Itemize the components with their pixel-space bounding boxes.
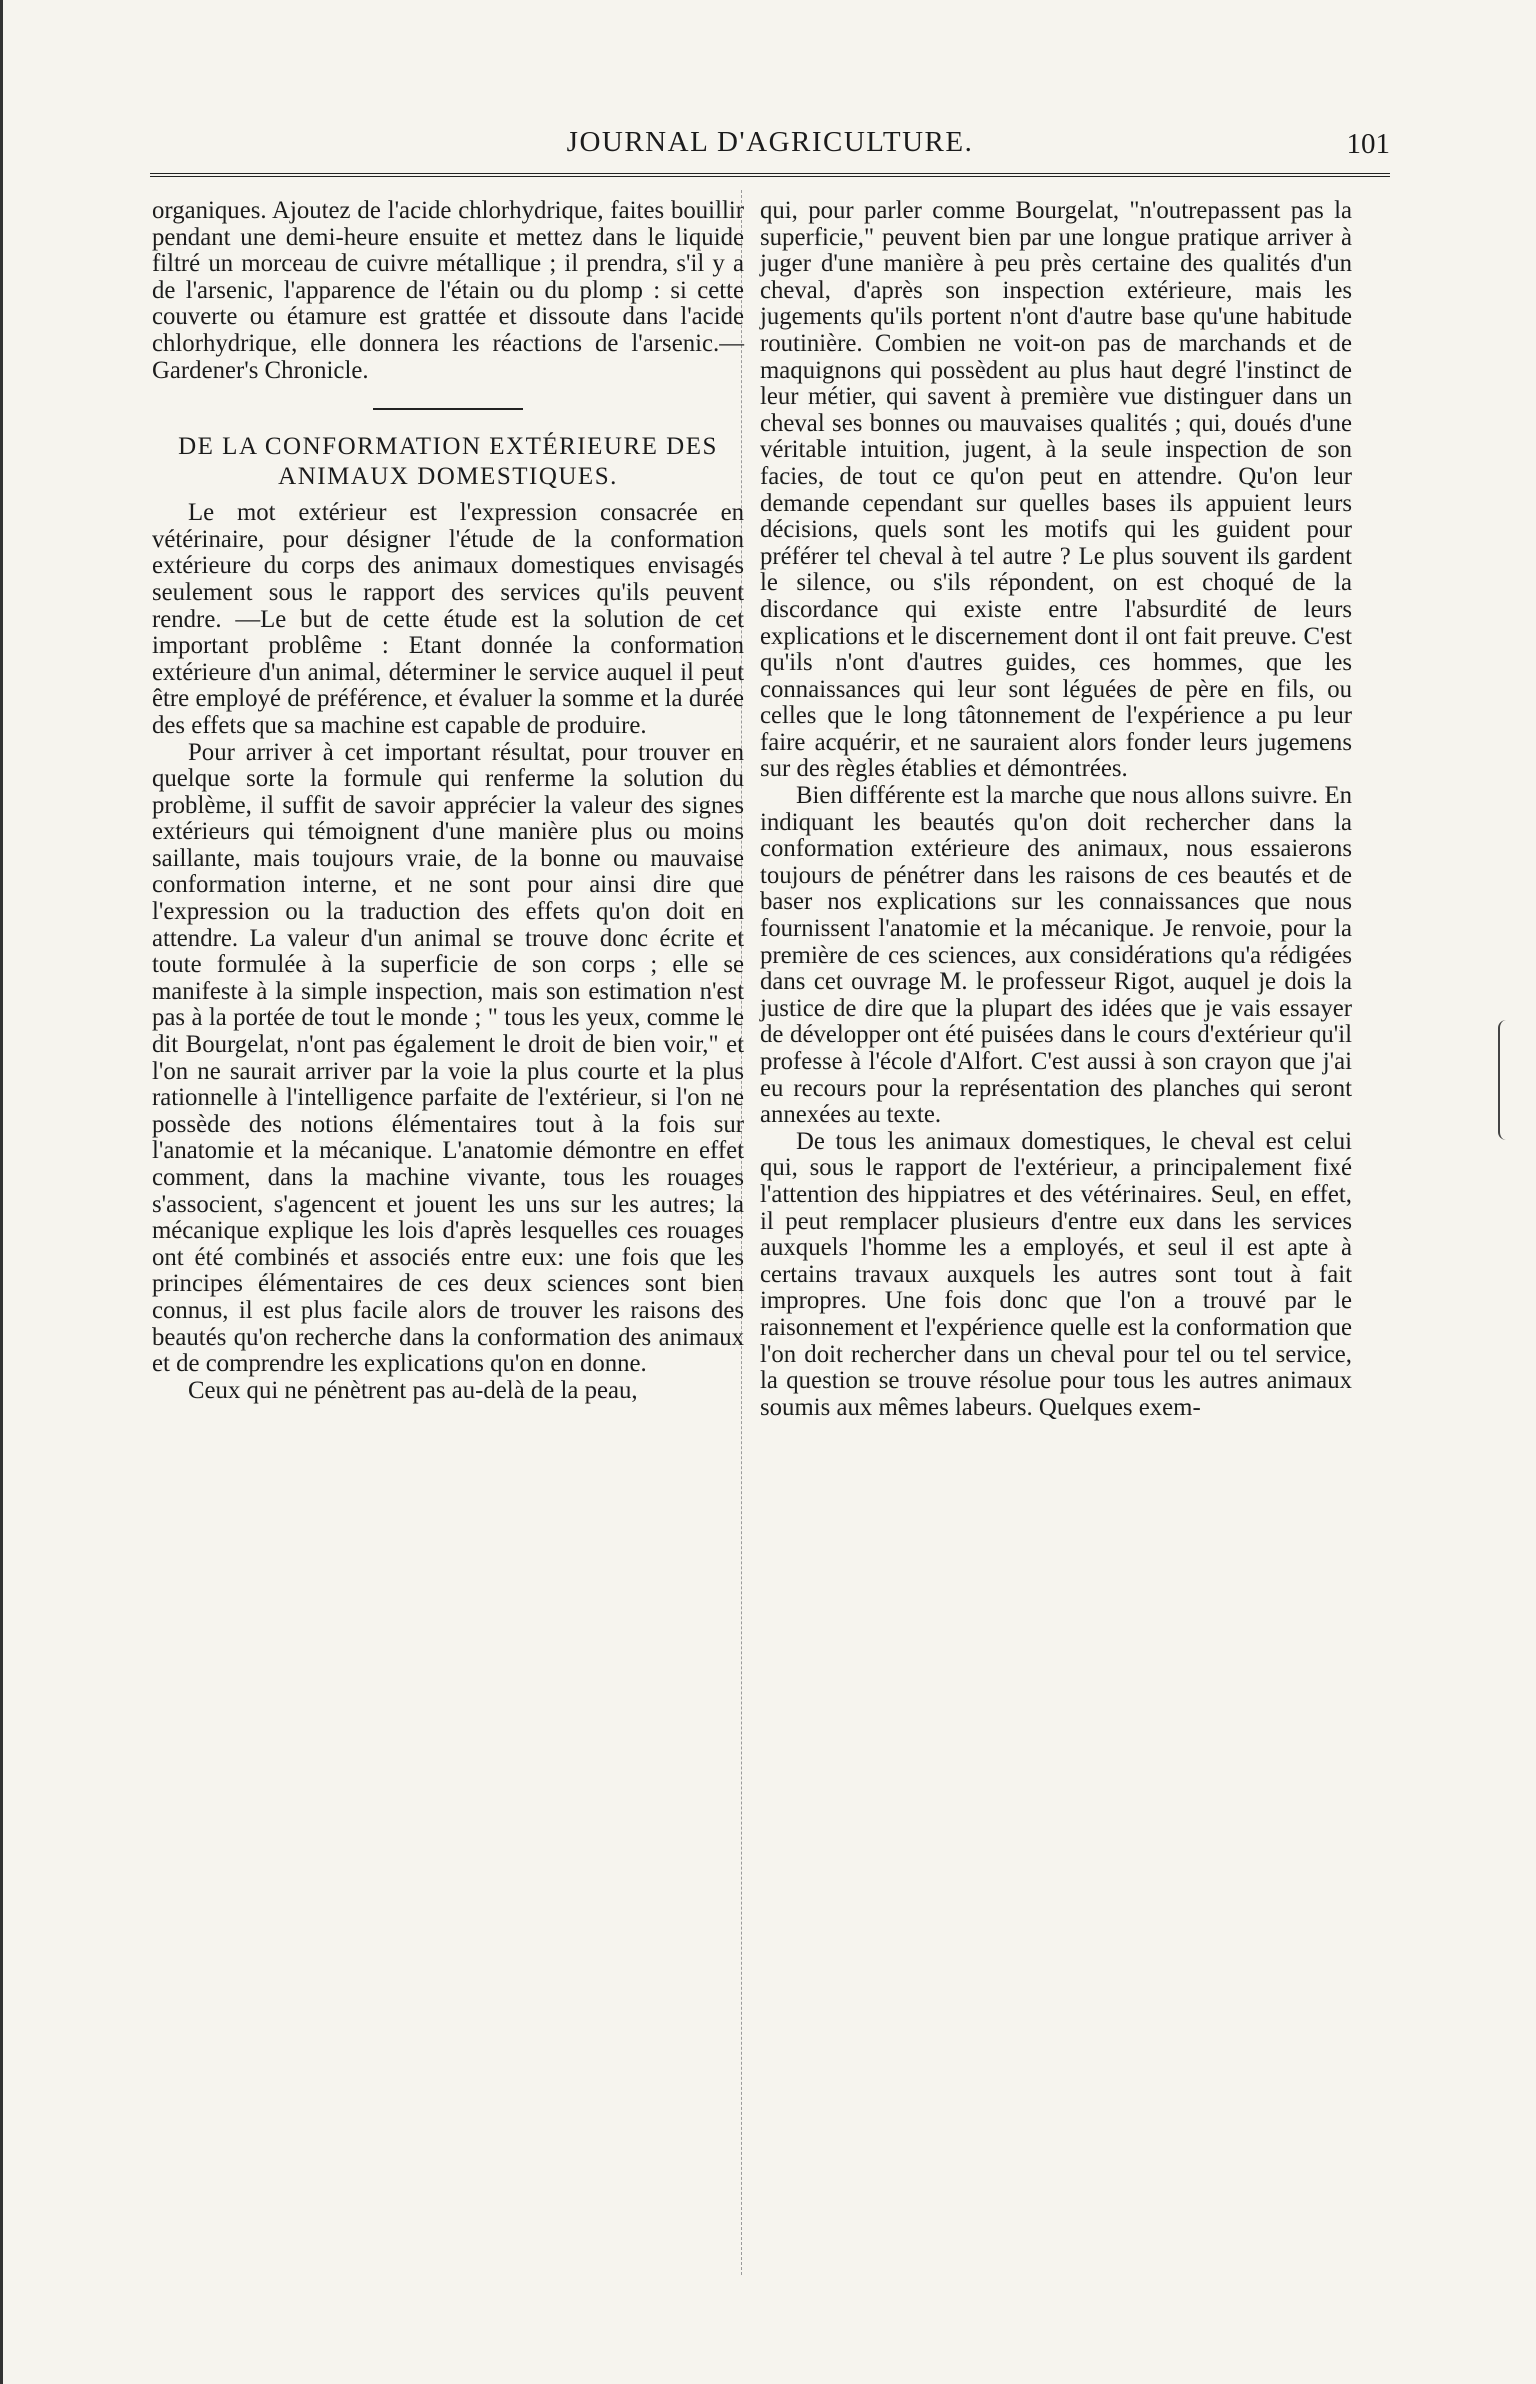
paragraph: Ceux qui ne pénètrent pas au-delà de la peau, — [188, 1376, 638, 1404]
page-header — [150, 118, 1390, 168]
right-column — [760, 198, 1352, 1421]
page-number: 101 — [1346, 128, 1390, 160]
header-rule — [150, 173, 1390, 180]
margin-bracket-mark — [1498, 1020, 1516, 1140]
paragraph: Bien différente est la marche que nous allons suivre. En indiquant les beautés qu'on doit rechercher dans la conformation extérieure des animaux, nous essaierons toujours de pénétrer dans les raisons de ces beautés et de baser nos explications sur les connaissances que nous fournissent l'anatomie et la mécanique. Je renvoie, pour la première de ces sciences, aux considérations qu'a rédigées dans cet ouvrage M. le professeur Rigot, auquel je dois la justice de dire que la plupart des idées que je vais essayer de développer ont été puisées dans le cours d'extérieur qu'il professe à l'école d'Alfort. C'est aussi à son crayon que j'ai eu recours pour la représentation des planches qui seront annexées au texte. — [760, 782, 1352, 1129]
left-column — [152, 198, 744, 1404]
section-separator — [373, 408, 523, 410]
paragraph-continuation: organiques. Ajoutez de l'acide chlorhydrique, faites bouillir pendant une demi-heure ensuite et mettez dans le liquide filtré un morceau de cuivre métallique ; il prendra, s'il y a de l'arsenic, l'apparence de l'étain ou du plomp : si cette couverte ou étamure est grattée et dissoute dans l'acide chlorhydrique, elle donnera les réactions de l'arsenic.—Gardener's Chronicle. — [152, 197, 744, 384]
paragraph: De tous les animaux domestiques, le cheval est celui qui, sous le rapport de l'extérieur, a principalement fixé l'attention des hippiatres et des vétérinaires. Seul, en effet, il peut remplacer plusieurs d'entre eux dans les services auxquels l'homme les a employés, et seul il est apte à certains travaux auxquels les autres sont tout à fait impropres. Une fois donc que l'on a trouvé par le raisonnement et l'expérience quelle est la conformation que l'on doit rechercher dans un cheval pour tel ou tel service, la question se trouve résolue pour tous les autres animaux soumis aux mêmes labeurs. Quelques exem- — [760, 1127, 1352, 1421]
running-title: JOURNAL D'AGRICULTURE. — [566, 126, 974, 158]
paragraph: Pour arriver à cet important résultat, pour trouver en quelque sorte la formule qui renferme la solution du problème, il suffit de savoir apprécier la valeur des signes extérieurs qui témoignent d'une manière plus ou moins saillante, mais toujours vraie, de la bonne ou mauvaise conformation interne, et ne sont pour ainsi dire que l'expression ou la traduction des effets qu'on doit en attendre. La valeur d'un animal se trouve donc écrite et toute formulée à la superficie de son corps ; elle se manifeste à la simple inspection, mais son estimation n'est pas à la portée de tout le monde ; " tous les yeux, comme le dit Bourgelat, n'ont pas également le droit de bien voir," et l'on ne saurait arriver par la voie la plus courte et la plus rationnelle à l'intelligence parfaite de l'extérieur, si l'on ne possède des notions élémentaires tout à la fois sur l'anatomie et la mécanique. L'anatomie démontre en effet comment, dans la machine vivante, tous les rouages s'associent, s'agencent et jouent les uns sur les autres; la mécanique explique les lois d'après lesquelles ces rouages ont été combinés et associés entre eux: une fois que les principes élémentaires de ces deux sciences sont bien connus, il est plus facile alors de trouver les raisons des beautés qu'on recherche dans la conformation des animaux et de comprendre les explications qu'on en donne. — [152, 738, 744, 1378]
section-title: DE LA CONFORMATION EXTÉRIEURE DES ANIMAUX DOMESTIQUES. — [178, 433, 718, 491]
paragraph-continuation: qui, pour parler comme Bourgelat, "n'outrepassent pas la superficie," peuvent bien par une longue pratique arriver à juger d'une manière à peu près certaine des qualités d'un cheval, d'après son inspection extérieure, mais les jugements qu'ils portent n'ont d'autre base qu'une habitude routinière. Combien ne voit-on pas de marchands et de maquignons qui possèdent au plus haut degré l'instinct de leur métier, qui savent à première vue distinguer dans un cheval ses bonnes ou mauvaises qualités ; qui, doués d'une véritable intuition, jugent, à la seule inspection de son facies, de tout ce qu'on peut en attendre. Qu'on leur demande cependant sur quelles bases ils appuient leurs décisions, quels sont les motifs qui les guident pour préférer tel cheval à tel autre ? Le plus souvent ils gardent le silence, ou s'ils répondent, on est choqué de la discordance qui existe entre l'absurdité de leurs explications et le discernement dont il ont fait preuve. C'est qu'ils n'ont d'autres guides, ces hommes, que les connaissances qui leur sont léguées de père en fils, ou celles que le long tâtonnement de l'expérience a pu leur faire acquérir, et ne sauraient alors fonder leurs jugemens sur des règles établies et démontrées. — [760, 197, 1352, 783]
paragraph: Le mot extérieur est l'expression consacrée en vétérinaire, pour désigner l'étude de la conformation extérieure du corps des animaux domestiques envisagés seulement sous le rapport des services qu'ils peuvent rendre. —Le but de cette étude est la solution de cet important problême : Etant donnée la conformation extérieure d'un animal, déterminer le service auquel il peut être employé de préférence, et évaluer la somme et la durée des effets que sa machine est capable de produire. — [152, 499, 744, 739]
